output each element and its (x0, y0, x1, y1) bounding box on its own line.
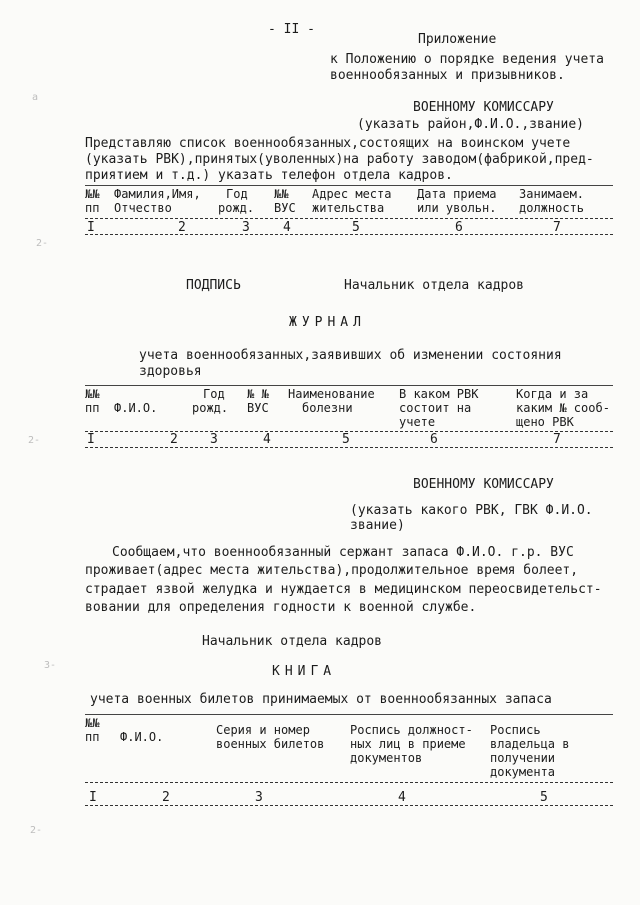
appendix-title: Приложение (418, 32, 497, 47)
table-header-cell: Ф.И.О. (114, 401, 158, 415)
addressee: ВОЕННОМУ КОМИССАРУ (413, 100, 554, 115)
table-header-cell: Отчество (114, 201, 172, 215)
section-title: КНИГА (272, 664, 337, 679)
table-header-cell: или увольн. (417, 201, 497, 215)
table-header-cell: Когда и за (516, 387, 589, 401)
table-rule (85, 782, 613, 783)
signature-title: Начальник отдела кадров (202, 634, 383, 649)
table-header-cell: ных лиц в приеме (350, 737, 466, 751)
table-rule (85, 805, 613, 806)
table-header-cell: рожд. (218, 201, 255, 215)
margin-mark: 2- (36, 238, 49, 249)
column-number: I (87, 432, 95, 447)
column-number: 5 (540, 790, 548, 805)
addressee-spec: звание) (350, 518, 405, 533)
column-number: 7 (553, 432, 561, 447)
table-header-cell: должность (519, 201, 585, 215)
section-title: ЖУРНАЛ (289, 315, 366, 330)
column-number: I (89, 790, 97, 805)
table-header-cell: Год (203, 387, 225, 401)
table-header-cell: болезни (302, 401, 353, 415)
table-header-cell: Фамилия,Имя, (114, 187, 201, 201)
signature-label: ПОДПИСЬ (186, 278, 241, 293)
table-header-cell: ВУС (247, 401, 269, 415)
table-header-cell: Роспись должност- (350, 723, 473, 737)
signature-title: Начальник отдела кадров (344, 278, 525, 293)
table-header-cell: Занимаем. (519, 187, 585, 201)
table-header-cell: щено РВК (516, 415, 574, 429)
message-text: страдает язвой желудка и нуждается в медицинском переосвидетельст- (85, 582, 602, 597)
appendix-line: военнообязанных и призывников. (330, 68, 565, 83)
table-rule (85, 234, 613, 235)
message-text: вовании для определения годности к военной службе. (85, 600, 477, 615)
column-number: 7 (553, 220, 561, 235)
column-number: 2 (162, 790, 170, 805)
table-header-cell: пп (85, 201, 100, 215)
margin-mark: 2- (30, 825, 43, 836)
column-number: 2 (170, 432, 178, 447)
table-header-cell: документов (350, 751, 423, 765)
table-rule (85, 447, 613, 448)
table-header-cell: документа (490, 765, 556, 779)
table-header-cell: ВУС (274, 201, 296, 215)
table-header-cell: Наименование (288, 387, 375, 401)
appendix-line: к Положению о порядке ведения учета (330, 52, 604, 67)
table-header-cell: В каком РВК (399, 387, 479, 401)
table-header-cell: получении (490, 751, 556, 765)
addressee-spec: (указать какого РВК, ГВК Ф.И.О. (350, 503, 593, 518)
addressee: ВОЕННОМУ КОМИССАРУ (413, 477, 554, 492)
table-rule (85, 185, 613, 186)
column-number: 5 (342, 432, 350, 447)
table-header-cell: Роспись (490, 723, 541, 737)
table-header-cell: рожд. (192, 401, 229, 415)
intro-text: (указать РВК),принятых(уволенных)на работу заводом(фабрикой,пред- (85, 152, 594, 167)
table-header-cell: жительства (312, 201, 385, 215)
column-number: 3 (242, 220, 250, 235)
section-subtitle: здоровья (139, 364, 202, 379)
column-number: 4 (263, 432, 271, 447)
column-number: 2 (178, 220, 186, 235)
table-header-cell: учете (399, 415, 436, 429)
column-number: 3 (210, 432, 218, 447)
section-subtitle: учета военнообязанных,заявивших об изменении состояния (139, 348, 562, 363)
column-number: 6 (430, 432, 438, 447)
table-header-cell: №№ (85, 387, 100, 401)
table-rule (85, 385, 613, 386)
section-subtitle: учета военных билетов принимаемых от военнообязанных запаса (90, 692, 552, 707)
message-text: проживает(адрес места жительства),продолжительное время болеет, (85, 563, 579, 578)
table-header-cell: Серия и номер (216, 723, 310, 737)
column-number: 4 (398, 790, 406, 805)
column-number: 3 (255, 790, 263, 805)
table-header-cell: Дата приема (417, 187, 497, 201)
margin-mark: a (32, 92, 39, 103)
table-header-cell: №№ (274, 187, 289, 201)
table-header-cell: состоит на (399, 401, 472, 415)
table-header-cell: пп (85, 401, 100, 415)
page-number: - II - (268, 22, 315, 37)
table-header-cell: № № (247, 387, 269, 401)
table-header-cell: Год (226, 187, 248, 201)
column-number: 6 (455, 220, 463, 235)
column-number: I (87, 220, 95, 235)
table-header-cell: владельца в (490, 737, 570, 751)
table-header-cell: каким № сооб- (516, 401, 610, 415)
addressee-spec: (указать район,Ф.И.О.,звание) (357, 117, 584, 132)
table-header-cell: №№ (85, 716, 100, 730)
message-text: Сообщаем,что военнообязанный сержант запаса Ф.И.О. г.р. ВУС (112, 545, 574, 560)
table-rule (85, 714, 613, 715)
intro-text: приятием и т.д.) указать телефон отдела кадров. (85, 168, 453, 183)
margin-mark: 3- (44, 660, 57, 671)
table-rule (85, 218, 613, 219)
column-number: 4 (283, 220, 291, 235)
table-header-cell: Адрес места (312, 187, 392, 201)
column-number: 5 (352, 220, 360, 235)
table-header-cell: пп (85, 730, 100, 744)
margin-mark: 2- (28, 435, 41, 446)
table-header-cell: военных билетов (216, 737, 325, 751)
intro-text: Представляю список военнообязанных,состоящих на воинском учете (85, 136, 571, 151)
table-header-cell: №№ (85, 187, 100, 201)
table-header-cell: Ф.И.О. (120, 730, 164, 744)
